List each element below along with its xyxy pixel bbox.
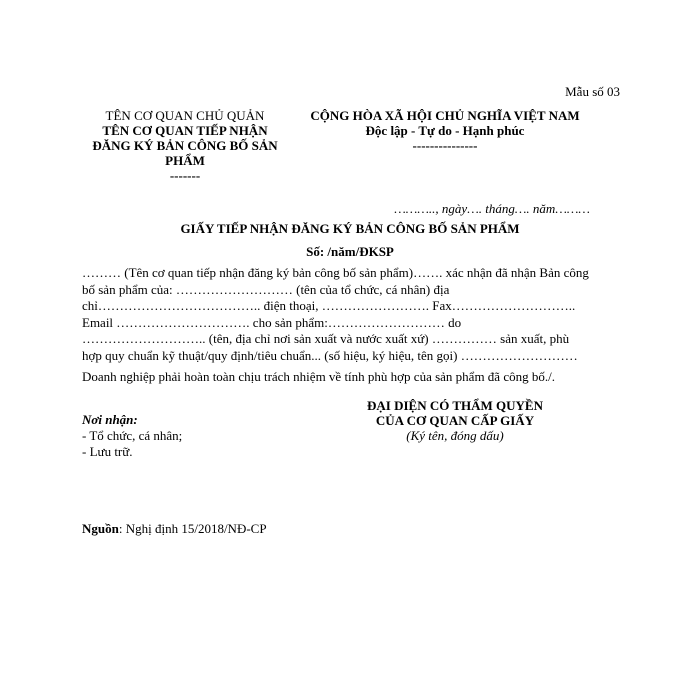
document-title: GIẤY TIẾP NHẬN ĐĂNG KÝ BẢN CÔNG BỐ SẢN PHẨM [180,221,520,236]
agency-divider: ------- [169,168,201,183]
signer-title-line1: ĐẠI DIỆN CÓ THẨM QUYỀN [367,398,543,413]
body-line: bố sản phẩm của: ……………………… (tên của tổ chức, cá nhân) địa [82,281,450,297]
place-date: ……….., ngày…. tháng…. năm……… [394,201,590,216]
agency-header [70,108,300,183]
recipients-block [82,412,182,460]
body-line: chỉ……………………………….. điện thoại, ……………………. Fax……………………….. [82,298,576,313]
body-line: Email …………………………. cho sản phẩm:……………………… do [82,314,462,330]
body-line: ……… (Tên cơ quan tiếp nhận đăng ký bản công bố sản phẩm)……. xác nhận đã nhận Bản công [82,265,589,280]
nation-motto: Độc lập - Tự do - Hạnh phúc [365,123,525,138]
agency-parent-name: TÊN CƠ QUAN CHỦ QUẢN [105,108,265,123]
source-text: : Nghị định 15/2018/NĐ-CP [118,521,267,536]
responsibility-statement: Doanh nghiệp phải hoàn toàn chịu trách nhiệm về tính phù hợp của sản phẩm đã công bố./. [82,369,555,384]
document-number: Số: /năm/ĐKSP [306,244,394,259]
recipient-item: - Tổ chức, cá nhân; [82,428,183,443]
body-line: hợp quy chuẩn kỹ thuật/quy định/tiêu chuẩn... (số hiệu, ký hiệu, tên gọi) ……………………… [82,347,578,363]
nation-name: CỘNG HÒA XÃ HỘI CHỦ NGHĨA VIỆT NAM [310,108,580,123]
source-label: Nguồn [82,521,119,536]
nation-divider: --------------- [412,138,478,153]
signer-block [335,398,575,443]
recipients-heading: Nơi nhận: [82,412,138,427]
form-number: Mẫu số 03 [565,84,620,99]
nation-header [285,108,605,153]
agency-name-line3: PHẨM [165,153,205,168]
signer-title-line2: CỦA CƠ QUAN CẤP GIẤY [375,413,535,428]
agency-name-line1: TÊN CƠ QUAN TIẾP NHẬN [102,123,268,138]
recipient-item: - Lưu trữ. [82,444,133,459]
source-citation [82,521,267,537]
agency-name-line2: ĐĂNG KÝ BẢN CÔNG BỐ SẢN [92,138,278,153]
body-paragraph [82,265,622,364]
signer-note: (Ký tên, đóng dấu) [406,428,504,443]
body-line: ……………………….. (tên, địa chỉ nơi sản xuất và nước xuất xứ) …………… sản xuất, phù [82,331,570,346]
